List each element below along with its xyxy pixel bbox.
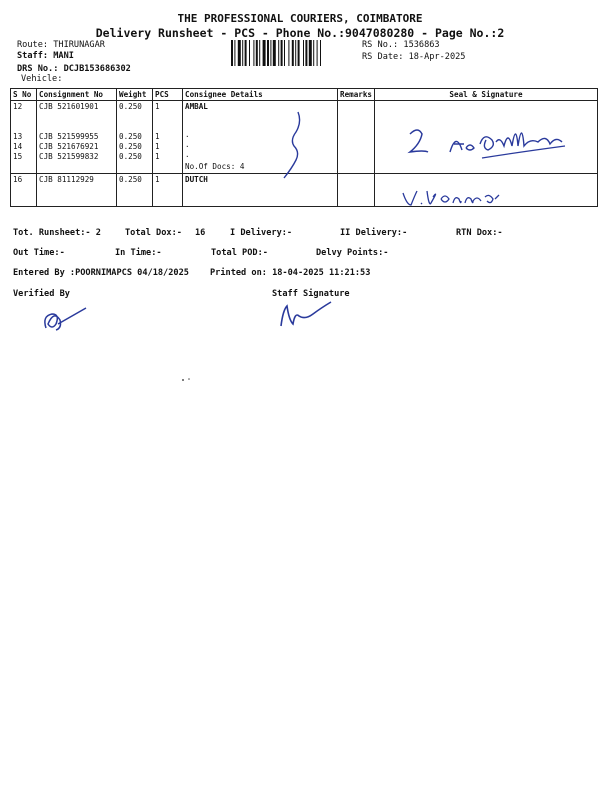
company-title: THE PROFESSIONAL COURIERS, COIMBATORE [177,12,423,25]
printed-on: Printed on: 18-04-2025 11:21:53 [210,268,371,278]
weight-cell: 0.250 0.250 0.250 0.250 [117,101,153,174]
i-delivery: I Delivery:- [230,228,293,238]
handwritten-bracket-mark [280,108,310,183]
runsheet-subtitle: Delivery Runsheet - PCS - Phone No.:9047080280 - Page No.:2 [95,26,505,40]
rs-number: RS No.: 1536863 [362,40,440,50]
col-remarks: Remarks [338,89,375,101]
sno-cell: 12 13 14 15 [11,101,37,174]
col-consignment: Consignment No [37,89,117,101]
staff-signature-label: Staff Signature [272,289,350,299]
consignment-cell: CJB 81112929 [37,174,117,207]
col-consignee: Consignee Details [183,89,338,101]
remarks-cell [338,174,375,207]
consignment-cell: CJB 521601901 CJB 521599955 CJB 521676921 CJB 521599832 [37,101,117,174]
total-dox-value: 16 [195,228,206,238]
rs-date: RS Date: 18-Apr-2025 [362,52,466,62]
handwritten-signature-row1 [400,112,575,167]
sno-cell: 16 [11,174,37,207]
scan-speck [180,376,192,384]
remarks-cell [338,101,375,174]
total-pod: Total POD:- [211,248,268,258]
col-sno: S No [11,89,37,101]
consignee-cell: AMBAL · · · No.Of Docs: 4 [183,101,338,174]
col-weight: Weight [117,89,153,101]
in-time: In Time:- [115,248,162,258]
weight-cell: 0.250 [117,174,153,207]
route-label: Route: THIRUNAGAR [17,40,105,50]
entered-by: Entered By :POORNIMAPCS 04/18/2025 [13,268,189,278]
col-pcs: PCS [153,89,183,101]
ii-delivery: II Delivery:- [340,228,408,238]
col-seal-signature: Seal & Signature [375,89,598,101]
vehicle-label: Vehicle: [21,74,63,84]
consignee-cell: DUTCH [183,174,338,207]
drs-number: DRS No.: DCJB153686302 [17,64,131,74]
table-header-row [11,89,598,101]
total-dox-label: Total Dox:- [125,228,182,238]
total-runsheet: Tot. Runsheet:- 2 [13,228,101,238]
staff-label: Staff: MANI [17,51,74,61]
delivery-points: Delvy Points:- [316,248,389,258]
out-time: Out Time:- [13,248,65,258]
verified-by-label: Verified By [13,289,70,299]
pcs-cell: 1 1 1 1 [153,101,183,174]
pcs-cell: 1 [153,174,183,207]
handwritten-signature-row2 [395,183,505,213]
rtn-dox: RTN Dox:- [456,228,503,238]
verified-by-signature [38,302,90,334]
staff-signature-mark [275,298,335,330]
barcode-image [230,40,355,66]
